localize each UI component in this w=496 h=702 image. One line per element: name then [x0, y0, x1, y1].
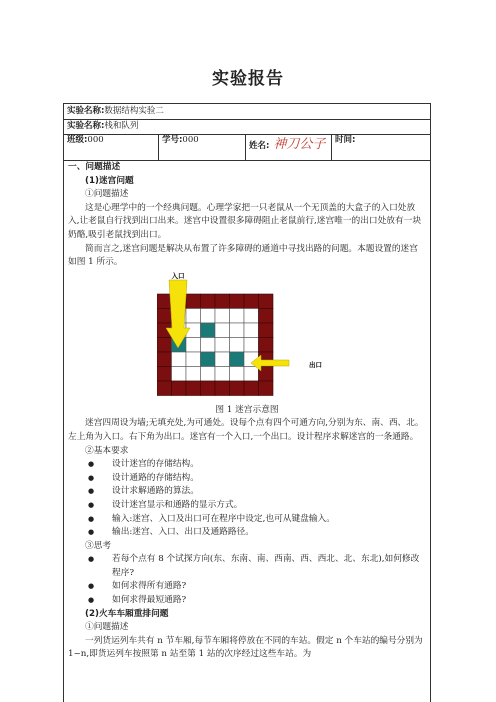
desc-subheading: ①问题描述 [85, 189, 129, 200]
maze-wall-cell [215, 294, 230, 309]
maze-wall-cell [259, 337, 274, 352]
maze-wall-cell [157, 337, 172, 352]
info-row [64, 134, 430, 161]
time-label: 时间: [335, 135, 356, 145]
think-subheading: ③思考 [85, 540, 112, 551]
maze-open-cell [215, 308, 230, 323]
list-item: ● 如何求得最短通路? [68, 594, 426, 608]
maze-figure [157, 270, 337, 404]
maze-open-cell [186, 366, 201, 381]
maze-open-cell [230, 323, 245, 338]
maze-open-cell [215, 366, 230, 381]
paragraph: 一列货运列车共有 n 节车厢,每节车厢将停放在不同的车站。假定 n 个车站的编号分别为 1~n,即货运列车按照第 n 站至第 1 站的次序经过这些车站。为 [68, 635, 423, 660]
list-item: ● 设计迷宫的存储结构。 [68, 458, 426, 472]
name-row [64, 119, 430, 135]
maze-wall-cell [259, 294, 274, 309]
maze-wall-cell [230, 294, 245, 309]
maze-open-cell [201, 366, 216, 381]
report-content [64, 161, 430, 662]
name-label: 实验名称: [67, 121, 105, 131]
class-cell [64, 134, 157, 160]
maze-wall-cell [259, 323, 274, 338]
maze-open-cell [186, 352, 201, 367]
maze-wall-cell [244, 381, 259, 396]
class-label: 班级: [67, 135, 88, 145]
train-heading: (2)火车车厢重排问题 [85, 608, 169, 619]
maze-wall-cell [201, 381, 216, 396]
section-heading: 一、问题描述 [68, 162, 121, 172]
class-value: 000 [87, 135, 104, 145]
maze-open-cell [172, 366, 187, 381]
maze-open-cell [244, 323, 259, 338]
list-item: ● 设计通路的存储结构。 [68, 472, 426, 486]
paragraph: 迷宫四周设为墙;无填充处,为可通处。设每个点有四个可通方向,分别为东、南、西、北。左上角为入口。右下角为出口。迷宫有一个入口,一个出口。设计程序求解迷宫的一条通路。 [68, 418, 424, 442]
maze-open-cell [201, 337, 216, 352]
maze-wall-cell [157, 308, 172, 323]
maze-wall-cell [157, 352, 172, 367]
exit-label: 出口 [309, 360, 322, 369]
id-label: 学号: [162, 135, 183, 145]
maze-open-cell [186, 337, 201, 352]
maze-open-cell [244, 308, 259, 323]
maze-open-cell [230, 366, 245, 381]
list-item: ● 若每个点有 8 个试探方向(东、东南、南、西南、西、西北、北、东北),如何修改程序? [68, 553, 426, 580]
desc-subheading-2: ①问题描述 [85, 622, 129, 633]
maze-wall-cell [157, 381, 172, 396]
maze-block-cell [230, 352, 245, 367]
maze-open-cell [201, 308, 216, 323]
name-value: 栈和队列 [104, 121, 139, 131]
course-value: 数据结构实验二 [104, 106, 164, 116]
maze-open-cell [172, 352, 187, 367]
maze-open-cell [244, 366, 259, 381]
entrance-label: 入口 [171, 271, 185, 280]
maze-wall-cell [259, 308, 274, 323]
maze-wall-cell [186, 294, 201, 309]
req-subheading: ②基本要求 [85, 445, 129, 456]
maze-wall-cell [186, 381, 201, 396]
maze-wall-cell [157, 294, 172, 309]
figure-caption: 图 1 迷宫示意图 [215, 404, 279, 415]
maze-wall-cell [215, 381, 230, 396]
maze-wall-cell [172, 381, 187, 396]
maze-open-cell [215, 352, 230, 367]
list-item: ● 设计迷宫显示和通路的显示方式。 [68, 499, 426, 513]
maze-wall-cell [157, 366, 172, 381]
maze-wall-cell [259, 381, 274, 396]
maze-block-cell [201, 323, 216, 338]
maze-open-cell [215, 337, 230, 352]
maze-open-cell [230, 308, 245, 323]
list-item: ● 如何求得所有通路? [68, 580, 426, 594]
maze-wall-cell [201, 294, 216, 309]
student-signature: 神刀公子 [273, 137, 326, 152]
maze-open-cell [215, 323, 230, 338]
maze-open-cell [230, 337, 245, 352]
list-item: ● 设计求解通路的算法。 [68, 485, 426, 499]
course-row [64, 104, 430, 120]
maze-wall-cell [230, 381, 245, 396]
id-cell [158, 134, 248, 160]
maze-open-cell [186, 308, 201, 323]
time-cell [331, 134, 430, 160]
id-value: 000 [182, 135, 199, 145]
list-item: ● 输出:迷宫、入口、出口及通路路径。 [68, 526, 426, 540]
list-item: ● 输入:迷宫、入口及出口可在程序中设定,也可从键盘输入。 [68, 513, 426, 527]
report-table [63, 103, 431, 702]
maze-open-cell [244, 337, 259, 352]
maze-block-cell [201, 352, 216, 367]
student-label: 姓名: [249, 141, 270, 151]
maze-wall-cell [244, 294, 259, 309]
page-title: 实验报告 [212, 69, 284, 89]
paragraph: 简而言之,迷宫问题是解决从布置了许多障碍的通道中寻找出路的问题。本题设置的迷宫如图 1 所示。 [68, 243, 418, 268]
maze-heading: (1)迷宫问题 [85, 175, 134, 186]
student-cell [245, 134, 335, 160]
course-label: 实验名称: [67, 106, 105, 116]
paragraph: 这是心理学中的一个经典问题。心理学家把一只老鼠从一个无顶盖的大盒子的入口处放入,让老鼠自行找到出口出来。迷宫中设置很多障碍阻止老鼠前行,迷宫唯一的出口处放有一块奶酪,吸引老鼠找到出口。 [68, 202, 422, 240]
